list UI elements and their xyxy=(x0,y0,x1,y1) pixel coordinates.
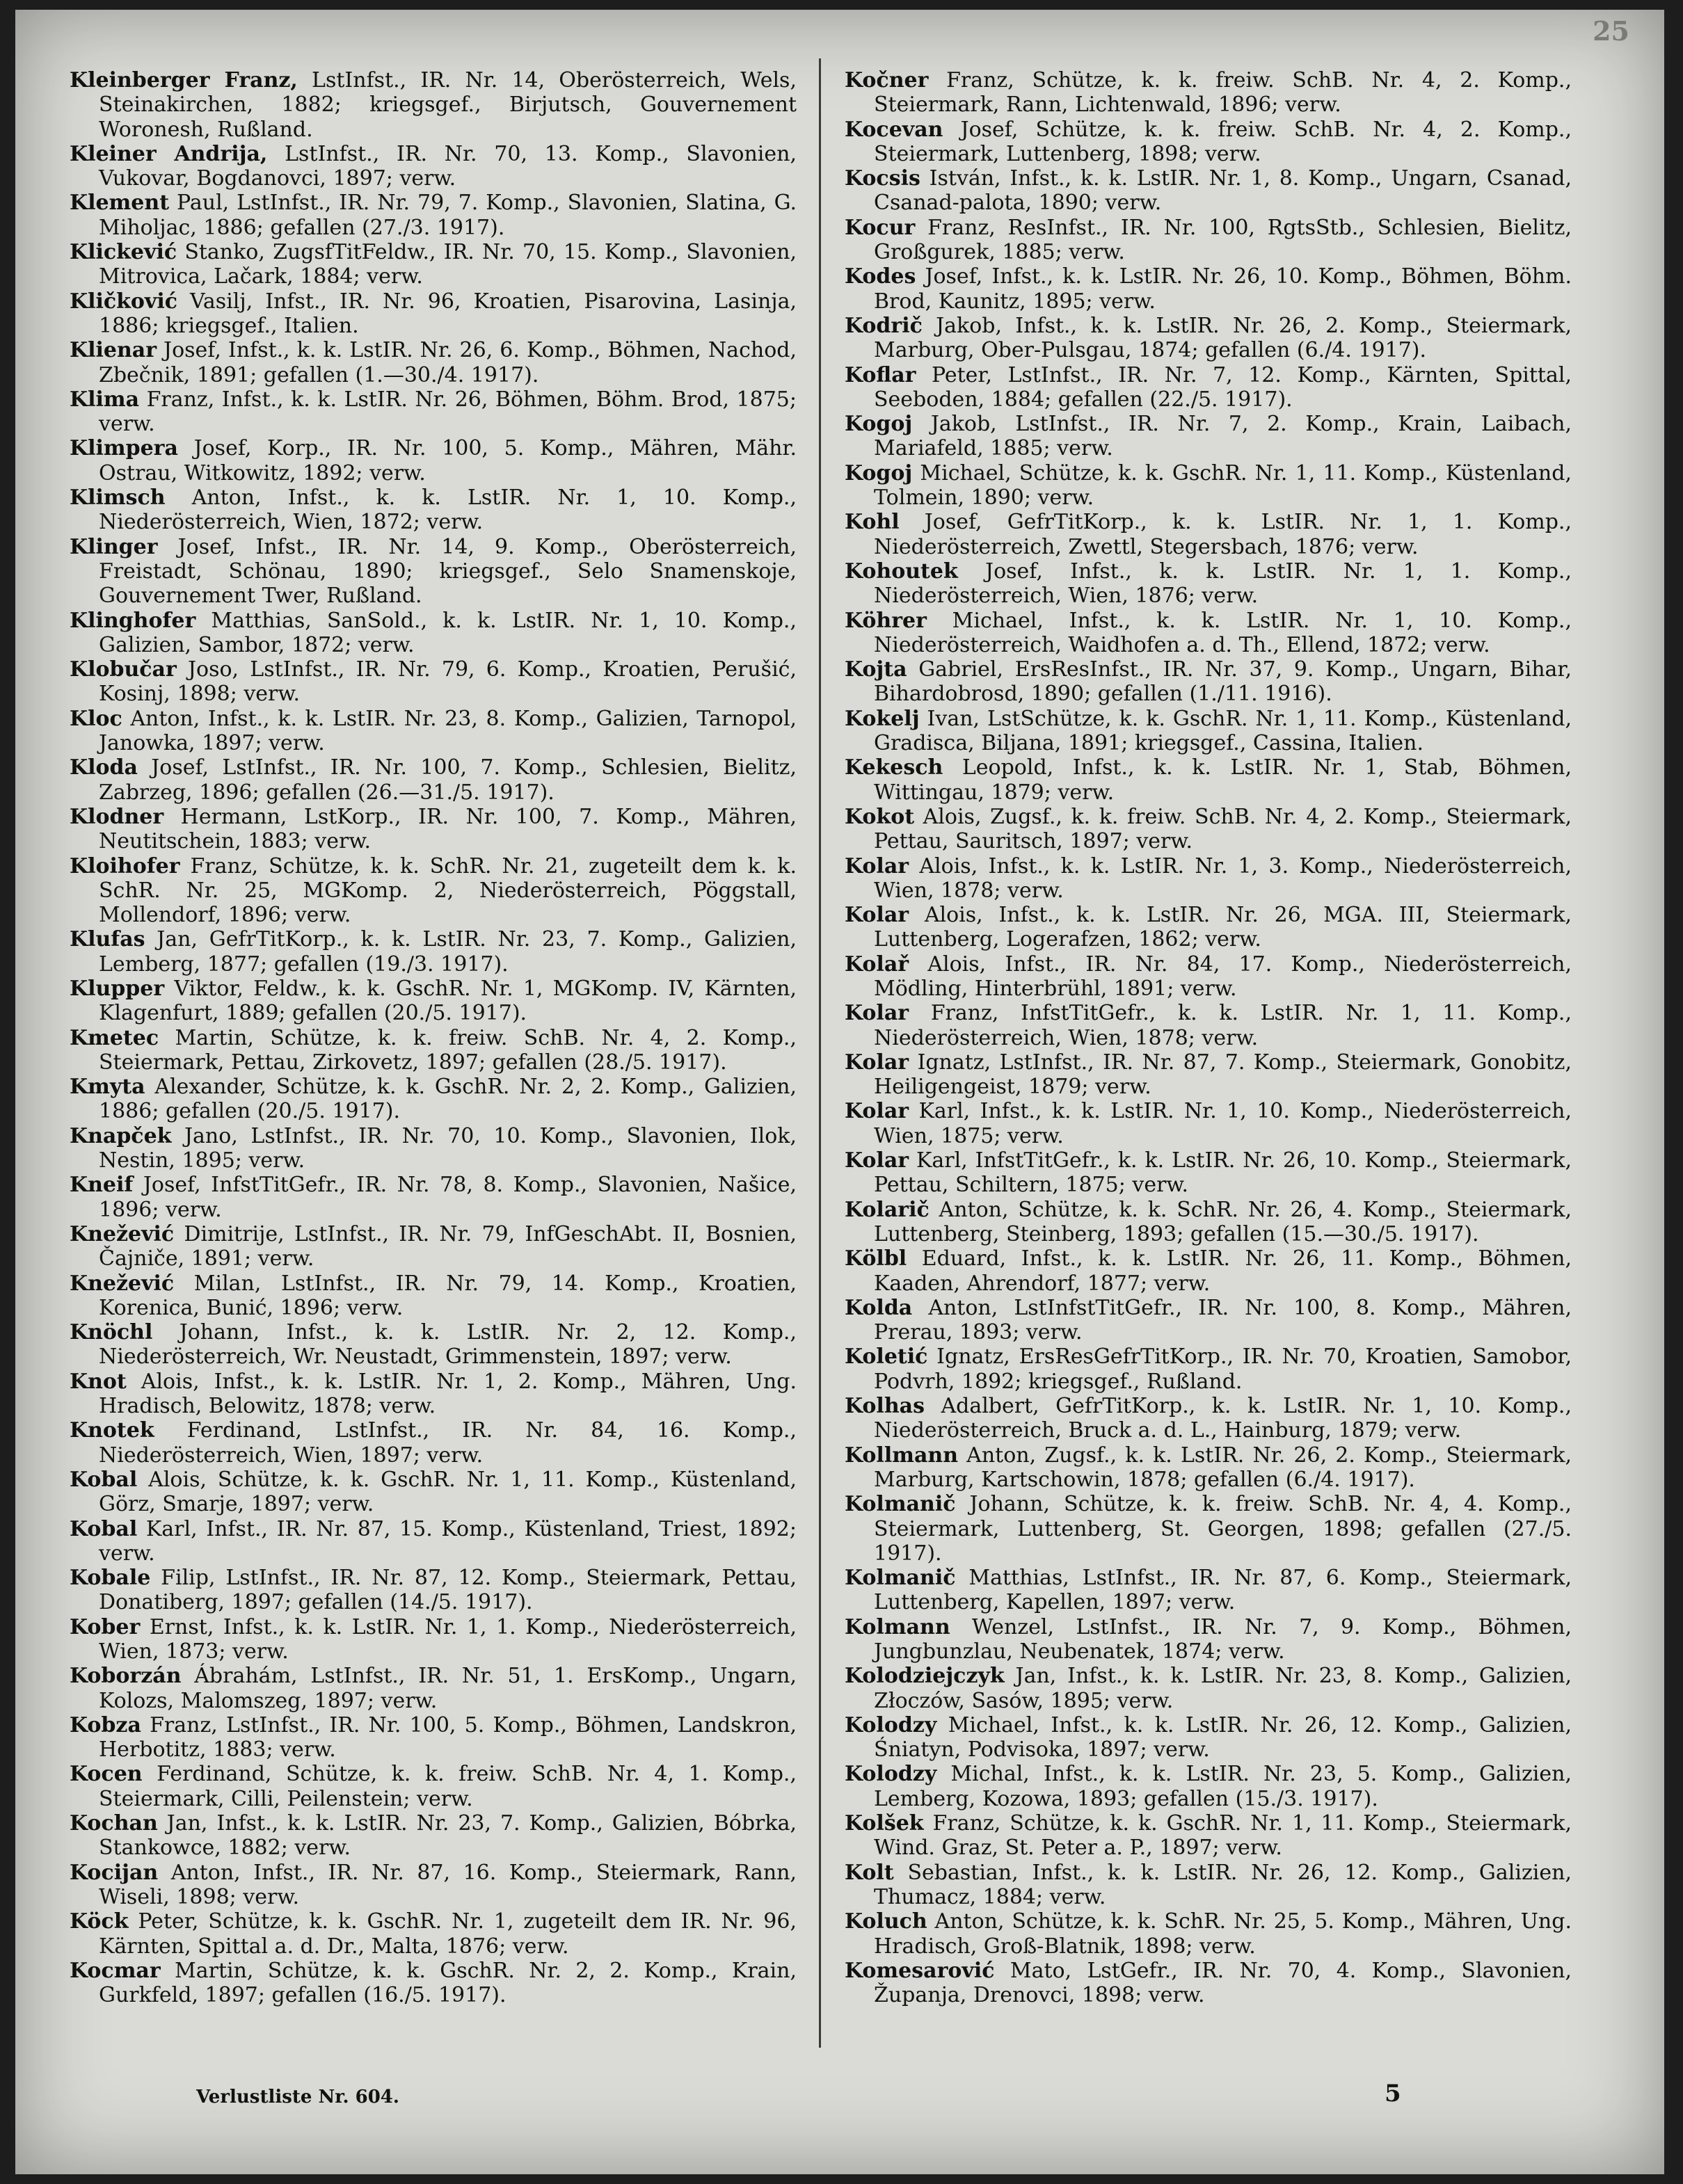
entry-name: Klickević xyxy=(70,240,177,265)
entry-name: Klienar xyxy=(70,338,157,363)
entry-details: Karl, Infst., k. k. LstIR. Nr. 1, 10. Komp., Niederösterreich, Wien, 1875; verw. xyxy=(874,1099,1572,1148)
entry-name: Kekesch xyxy=(845,755,943,780)
entry-details: LstInfst., IR. Nr. 70, 13. Komp., Slavonien, Vukovar, Bogdanovci, 1897; verw. xyxy=(99,141,797,191)
entry-name: Klimpera xyxy=(70,436,178,461)
entry-details: Ernst, Infst., k. k. LstIR. Nr. 1, 1. Komp., Niederösterreich, Wien, 1873; verw. xyxy=(99,1614,797,1664)
entry-details: Alois, Infst., IR. Nr. 84, 17. Komp., Niederösterreich, Mödling, Hinterbrühl, 1891; verw. xyxy=(874,952,1572,1001)
entry-details: Sebastian, Infst., k. k. LstIR. Nr. 26, 12. Komp., Galizien, Thumacz, 1884; verw. xyxy=(874,1860,1572,1909)
casualty-entry xyxy=(70,1664,797,1713)
entry-details: Anton, Infst., k. k. LstIR. Nr. 1, 10. Komp., Niederösterreich, Wien, 1872; verw. xyxy=(99,485,797,535)
entry-name: Knot xyxy=(70,1369,127,1394)
entry-name: Knežević xyxy=(70,1221,175,1246)
casualty-entry xyxy=(70,1026,797,1075)
entry-name: Klufas xyxy=(70,927,145,952)
casualty-entry xyxy=(845,1664,1572,1713)
entry-name: Kojta xyxy=(845,657,907,682)
entry-details: Karl, InfstTitGefr., k. k. LstIR. Nr. 26, 10. Komp., Steiermark, Pettau, Schiltern, 1875; verw. xyxy=(874,1148,1572,1198)
casualty-entry xyxy=(845,510,1572,559)
entry-name: Kobza xyxy=(70,1712,141,1737)
entry-name: Kolar xyxy=(845,1148,909,1173)
entry-details: Paul, LstInfst., IR. Nr. 79, 7. Komp., Slavonien, Slatina, G. Miholjac, 1886; gefallen (27./3. 1917). xyxy=(99,191,797,240)
entry-name: Kobal xyxy=(70,1516,138,1541)
entry-name: Kolt xyxy=(845,1860,894,1885)
entry-name: Koluch xyxy=(845,1909,927,1934)
footer-list-number: Verlustliste Nr. 604. xyxy=(196,2087,399,2107)
casualty-entry xyxy=(70,240,797,289)
entry-details: Michael, Infst., k. k. LstIR. Nr. 26, 12. Komp., Galizien, Śniatyn, Podvisoka, 1897; verw. xyxy=(874,1712,1572,1763)
entry-details: Franz, ResInfst., IR. Nr. 100, RgtsStb., Schlesien, Bielitz, Großgurek, 1885; verw. xyxy=(874,215,1572,265)
casualty-entry xyxy=(70,854,797,928)
entry-name: Kleiner Andrija, xyxy=(70,141,268,166)
entry-name: Kocen xyxy=(70,1762,143,1787)
document-page xyxy=(15,10,1664,2174)
entry-details: Alois, Zugsf., k. k. freiw. SchB. Nr. 4, 2. Komp., Steiermark, Pettau, Sauritsch, 1897; verw. xyxy=(874,804,1572,854)
entry-details: Ivan, LstSchütze, k. k. GschR. Nr. 1, 11. Komp., Küstenland, Gradisca, Biljana, 1891; kriegsgef., Cassina, Italien. xyxy=(874,706,1572,756)
entry-name: Kloihofer xyxy=(70,853,180,878)
casualty-entry xyxy=(70,1222,797,1271)
entry-details: Anton, Schütze, k. k. SchR. Nr. 26, 4. Komp., Steiermark, Luttenberg, Steinberg, 1893; gefallen (15.—30./5. 1917). xyxy=(874,1197,1572,1246)
entry-details: Jakob, Infst., k. k. LstIR. Nr. 26, 2. Komp., Steiermark, Marburg, Ober-Pulsgau, 1874; gefallen (6./4. 1917). xyxy=(874,313,1572,363)
casualty-entry xyxy=(845,755,1572,805)
entry-details: Franz, Schütze, k. k. GschR. Nr. 1, 11. Komp., Steiermark, Wind. Graz, St. Peter a. P., 1897; verw. xyxy=(874,1811,1572,1861)
entry-name: Komesarović xyxy=(845,1958,995,1983)
casualty-entry xyxy=(70,485,797,535)
entry-details: Peter, LstInfst., IR. Nr. 7, 12. Komp., Kärnten, Spittal, Seeboden, 1884; gefallen (22./5. 1917). xyxy=(874,362,1572,412)
casualty-entry xyxy=(845,1296,1572,1345)
casualty-entry xyxy=(845,1394,1572,1443)
entry-details: Jano, LstInfst., IR. Nr. 70, 10. Komp., Slavonien, Ilok, Nestin, 1895; verw. xyxy=(99,1123,797,1173)
entry-details: Josef, InfstTitGefr., IR. Nr. 78, 8. Komp., Slavonien, Našice, 1896; verw. xyxy=(99,1173,797,1222)
casualty-entry xyxy=(845,805,1572,854)
entry-details: Josef, Infst., k. k. LstIR. Nr. 26, 6. Komp., Böhmen, Nachod, Zbečnik, 1891; gefallen (1.—30./4. 1917). xyxy=(99,338,797,387)
entry-name: Klima xyxy=(70,387,140,412)
casualty-entry xyxy=(845,1198,1572,1247)
casualty-entry xyxy=(845,559,1572,609)
entry-details: Jan, Infst., k. k. LstIR. Nr. 23, 8. Komp., Galizien, Złoczów, Sasów, 1895; verw. xyxy=(874,1664,1572,1713)
entry-name: Kollmann xyxy=(845,1443,959,1468)
entry-name: Koflar xyxy=(845,362,916,387)
casualty-entry xyxy=(845,1811,1572,1861)
left-column xyxy=(70,68,797,2007)
entry-details: Hermann, LstKorp., IR. Nr. 100, 7. Komp., Mähren, Neutitschein, 1883; verw. xyxy=(99,804,797,854)
entry-details: Filip, LstInfst., IR. Nr. 87, 12. Komp., Steiermark, Pettau, Donatiberg, 1897; gefallen (14./5. 1917). xyxy=(99,1566,797,1615)
casualty-entry xyxy=(845,1762,1572,1811)
entry-name: Klinghofer xyxy=(70,608,196,633)
entry-details: Anton, LstInfstTitGefr., IR. Nr. 100, 8. Komp., Mähren, Prerau, 1893; verw. xyxy=(874,1295,1572,1345)
entry-name: Kohl xyxy=(845,510,900,535)
casualty-entry xyxy=(70,1075,797,1124)
entry-details: LstInfst., IR. Nr. 14, Oberösterreich, Wels, Steinakirchen, 1882; kriegsgef., Birjutsch, Gouvernement Woronesh, Rußland. xyxy=(99,68,797,142)
casualty-entry xyxy=(845,1713,1572,1763)
casualty-entry xyxy=(70,387,797,437)
entry-details: Adalbert, GefrTitKorp., k. k. LstIR. Nr. 1, 10. Komp., Niederösterreich, Bruck a. d. L., Hainburg, 1879; verw. xyxy=(874,1394,1572,1443)
entry-name: Kohoutek xyxy=(845,559,958,584)
entry-details: Karl, Infst., IR. Nr. 87, 15. Komp., Küstenland, Triest, 1892; verw. xyxy=(99,1516,797,1566)
entry-details: Josef, Infst., k. k. LstIR. Nr. 1, 1. Komp., Niederösterreich, Wien, 1876; verw. xyxy=(874,559,1572,609)
casualty-entry xyxy=(70,657,797,707)
column-divider xyxy=(819,58,821,2048)
entry-details: Dimitrije, LstInfst., IR. Nr. 79, InfGeschAbt. II, Bosnien, Čajniče, 1891; verw. xyxy=(99,1221,797,1271)
entry-name: Knöchl xyxy=(70,1320,153,1345)
entry-details: Anton, Infst., IR. Nr. 87, 16. Komp., Steiermark, Rann, Wiseli, 1898; verw. xyxy=(99,1860,797,1909)
entry-name: Klodner xyxy=(70,804,164,829)
casualty-entry xyxy=(70,142,797,191)
entry-name: Kocevan xyxy=(845,117,943,142)
right-column xyxy=(845,68,1572,2007)
casualty-entry xyxy=(845,657,1572,707)
casualty-entry xyxy=(70,977,797,1026)
casualty-entry xyxy=(845,166,1572,216)
entry-name: Kochan xyxy=(70,1811,158,1836)
entry-details: Peter, Schütze, k. k. GschR. Nr. 1, zugeteilt dem IR. Nr. 96, Kärnten, Spittal a. d. Dr., Malta, 1876; verw. xyxy=(99,1909,797,1959)
casualty-entry xyxy=(845,264,1572,314)
entry-details: Alois, Infst., k. k. LstIR. Nr. 26, MGA. III, Steiermark, Luttenberg, Logerafzen, 1862; verw. xyxy=(874,903,1572,952)
entry-name: Kolar xyxy=(845,1099,909,1124)
entry-name: Klinger xyxy=(70,534,158,559)
entry-details: Josef, LstInfst., IR. Nr. 100, 7. Komp., Schlesien, Bielitz, Zabrzeg, 1896; gefallen (26.—31./5. 1917). xyxy=(99,755,797,805)
entry-details: Franz, InfstTitGefr., k. k. LstIR. Nr. 1, 11. Komp., Niederösterreich, Wien, 1878; verw. xyxy=(874,1001,1572,1050)
entry-details: Michal, Infst., k. k. LstIR. Nr. 23, 5. Komp., Galizien, Lemberg, Kozowa, 1893; gefallen (15./3. 1917). xyxy=(874,1762,1572,1811)
entry-name: Kolmann xyxy=(845,1614,950,1639)
entry-name: Kloda xyxy=(70,755,138,780)
entry-details: Stanko, ZugsfTitFeldw., IR. Nr. 70, 15. Komp., Slavonien, Mitrovica, Lačark, 1884; verw. xyxy=(99,240,797,289)
entry-details: Ferdinand, LstInfst., IR. Nr. 84, 16. Komp., Niederösterreich, Wien, 1897; verw. xyxy=(99,1418,797,1468)
casualty-entry xyxy=(70,1173,797,1222)
casualty-entry xyxy=(70,927,797,977)
entry-name: Kocur xyxy=(845,215,916,240)
entry-name: Kober xyxy=(70,1614,141,1639)
entry-name: Kolodzy xyxy=(845,1712,937,1737)
entry-name: Köck xyxy=(70,1909,129,1934)
casualty-entry xyxy=(70,1615,797,1664)
entry-name: Kokot xyxy=(845,804,915,829)
entry-details: Jan, GefrTitKorp., k. k. LstIR. Nr. 23, 7. Komp., Galizien, Lemberg, 1877; gefallen (19./3. 1917). xyxy=(99,927,797,977)
entry-details: Mato, LstGefr., IR. Nr. 70, 4. Komp., Slavonien, Županja, Drenovci, 1898; verw. xyxy=(874,1958,1572,2008)
entry-name: Kolar xyxy=(845,903,909,928)
entry-details: Matthias, SanSold., k. k. LstIR. Nr. 1, 10. Komp., Galizien, Sambor, 1872; verw. xyxy=(99,608,797,657)
entry-name: Kolař xyxy=(845,952,909,977)
entry-details: Alois, Infst., k. k. LstIR. Nr. 1, 3. Komp., Niederösterreich, Wien, 1878; verw. xyxy=(874,853,1572,903)
page-number: 25 xyxy=(1593,15,1629,47)
entry-details: Franz, Infst., k. k. LstIR. Nr. 26, Böhmen, Böhm. Brod, 1875; verw. xyxy=(99,387,797,437)
entry-name: Kmetec xyxy=(70,1025,159,1050)
entry-name: Kokelj xyxy=(845,706,920,731)
entry-name: Klobučar xyxy=(70,657,177,682)
entry-name: Knotek xyxy=(70,1418,154,1443)
entry-details: Ábrahám, LstInfst., IR. Nr. 51, 1. ErsKomp., Ungarn, Kolozs, Malomszeg, 1897; verw. xyxy=(99,1664,797,1713)
entry-details: Franz, Schütze, k. k. SchR. Nr. 21, zugeteilt dem k. k. SchR. Nr. 25, MGKomp. 2, Niederösterreich, Pöggstall, Mollendorf, 1896; verw. xyxy=(99,853,797,928)
casualty-entry xyxy=(845,1344,1572,1394)
entry-name: Kocijan xyxy=(70,1860,159,1885)
entry-details: Josef, Schütze, k. k. freiw. SchB. Nr. 4, 2. Komp., Steiermark, Luttenberg, 1898; verw. xyxy=(874,117,1572,166)
casualty-entry xyxy=(70,191,797,240)
entry-details: Josef, Infst., IR. Nr. 14, 9. Komp., Oberösterreich, Freistadt, Schönau, 1890; kriegsgef., Selo Snamenskoje, Gouvernement Twer, Rußland. xyxy=(99,534,797,609)
entry-name: Knapček xyxy=(70,1123,172,1148)
entry-name: Kolodzy xyxy=(845,1762,937,1787)
casualty-entry xyxy=(845,609,1572,658)
entry-details: Martin, Schütze, k. k. freiw. SchB. Nr. 4, 2. Komp., Steiermark, Pettau, Zirkovetz, 1897; gefallen (28./5. 1917). xyxy=(99,1025,797,1075)
casualty-entry xyxy=(70,68,797,142)
entry-name: Kolar xyxy=(845,1050,909,1075)
casualty-entry xyxy=(845,854,1572,904)
entry-details: Alois, Infst., k. k. LstIR. Nr. 1, 2. Komp., Mähren, Ung. Hradisch, Belowitz, 1878; verw. xyxy=(99,1369,797,1419)
entry-name: Kodrič xyxy=(845,313,923,338)
entry-name: Klupper xyxy=(70,976,165,1001)
entry-name: Kmyta xyxy=(70,1075,145,1100)
entry-details: Alois, Schütze, k. k. GschR. Nr. 1, 11. Komp., Küstenland, Görz, Smarje, 1897; verw. xyxy=(99,1467,797,1517)
casualty-entry xyxy=(845,1443,1572,1493)
casualty-entry xyxy=(70,436,797,485)
entry-name: Kočner xyxy=(845,68,929,93)
casualty-entry xyxy=(845,216,1572,265)
casualty-entry xyxy=(845,68,1572,118)
entry-name: Kolšek xyxy=(845,1811,924,1836)
entry-details: Ignatz, LstInfst., IR. Nr. 87, 7. Komp., Steiermark, Gonobitz, Heiligengeist, 1879; verw. xyxy=(874,1050,1572,1100)
casualty-entry xyxy=(70,338,797,387)
entry-name: Kolmanič xyxy=(845,1492,956,1517)
casualty-entry xyxy=(70,1909,797,1959)
casualty-entry xyxy=(845,1909,1572,1959)
casualty-entry xyxy=(845,1615,1572,1664)
casualty-entry xyxy=(70,1320,797,1370)
entry-details: Viktor, Feldw., k. k. GschR. Nr. 1, MGKomp. IV, Kärnten, Klagenfurt, 1889; gefallen (20./5. 1917). xyxy=(99,976,797,1026)
entry-details: Milan, LstInfst., IR. Nr. 79, 14. Komp., Kroatien, Korenica, Bunić, 1896; verw. xyxy=(99,1271,797,1320)
entry-details: Alexander, Schütze, k. k. GschR. Nr. 2, 2. Komp., Galizien, 1886; gefallen (20./5. 1917). xyxy=(99,1075,797,1124)
casualty-entry xyxy=(845,363,1572,412)
casualty-entry xyxy=(845,1246,1572,1296)
entry-name: Koborzán xyxy=(70,1664,182,1689)
casualty-entry xyxy=(845,952,1572,1002)
casualty-entry xyxy=(70,1468,797,1517)
entry-name: Klement xyxy=(70,191,170,216)
footer-signature-mark: 5 xyxy=(1385,2080,1401,2107)
casualty-entry xyxy=(845,1001,1572,1050)
entry-name: Kobale xyxy=(70,1566,151,1591)
entry-name: Kodes xyxy=(845,264,916,289)
entry-details: Joso, LstInfst., IR. Nr. 79, 6. Komp., Kroatien, Perušić, Kosinj, 1898; verw. xyxy=(99,657,797,707)
casualty-entry xyxy=(845,412,1572,461)
casualty-entry xyxy=(845,1099,1572,1148)
casualty-entry xyxy=(845,1148,1572,1198)
casualty-entry xyxy=(70,1811,797,1861)
casualty-entry xyxy=(845,707,1572,756)
entry-details: István, Infst., k. k. LstIR. Nr. 1, 8. Komp., Ungarn, Csanad, Csanad-palota, 1890; verw. xyxy=(874,166,1572,216)
entry-details: Jakob, LstInfst., IR. Nr. 7, 2. Komp., Krain, Laibach, Mariafeld, 1885; verw. xyxy=(874,412,1572,461)
casualty-entry xyxy=(70,1271,797,1321)
casualty-entry xyxy=(845,461,1572,511)
casualty-entry xyxy=(845,1050,1572,1100)
entry-details: Gabriel, ErsResInfst., IR. Nr. 37, 9. Komp., Ungarn, Bihar, Bihardobrosd, 1890; gefallen (1./11. 1916). xyxy=(874,657,1572,707)
entry-details: Franz, LstInfst., IR. Nr. 100, 5. Komp., Böhmen, Landskron, Herbotitz, 1883; verw. xyxy=(99,1712,797,1763)
casualty-entry xyxy=(70,1124,797,1173)
entry-name: Kloc xyxy=(70,706,122,731)
casualty-entry xyxy=(845,118,1572,167)
entry-details: Leopold, Infst., k. k. LstIR. Nr. 1, Stab, Böhmen, Wittingau, 1879; verw. xyxy=(874,755,1572,805)
entry-name: Knežević xyxy=(70,1271,175,1296)
entry-name: Kolmanič xyxy=(845,1566,956,1591)
entry-name: Kolodziejczyk xyxy=(845,1664,1005,1689)
entry-name: Kneif xyxy=(70,1173,134,1198)
entry-details: Michael, Infst., k. k. LstIR. Nr. 1, 10. Komp., Niederösterreich, Waidhofen a. d. Th., Ellend, 1872; verw. xyxy=(874,608,1572,657)
entry-name: Kolar xyxy=(845,853,909,878)
entry-details: Franz, Schütze, k. k. freiw. SchB. Nr. 4, 2. Komp., Steiermark, Rann, Lichtenwald, 1896; verw. xyxy=(874,68,1572,118)
casualty-entry xyxy=(70,289,797,339)
entry-details: Martin, Schütze, k. k. GschR. Nr. 2, 2. Komp., Krain, Gurkfeld, 1897; gefallen (16./5. 1917). xyxy=(99,1958,797,2008)
entry-details: Johann, Schütze, k. k. freiw. SchB. Nr. 4, 4. Komp., Steiermark, Luttenberg, St. Georgen, 1898; gefallen (27./5. 1917). xyxy=(874,1492,1572,1566)
entry-details: Michael, Schütze, k. k. GschR. Nr. 1, 11. Komp., Küstenland, Tolmein, 1890; verw. xyxy=(874,460,1572,511)
entry-details: Ferdinand, Schütze, k. k. freiw. SchB. Nr. 4, 1. Komp., Steiermark, Cilli, Peilenstein; verw. xyxy=(99,1762,797,1811)
casualty-entry xyxy=(845,903,1572,952)
casualty-entry xyxy=(70,1762,797,1811)
entry-name: Kogoj xyxy=(845,460,913,485)
entry-details: Josef, GefrTitKorp., k. k. LstIR. Nr. 1, 1. Komp., Niederösterreich, Zwettl, Stegersbach, 1876; verw. xyxy=(874,510,1572,559)
casualty-entry xyxy=(845,1959,1572,2008)
casualty-entry xyxy=(845,1861,1572,1910)
entry-name: Kolar xyxy=(845,1001,909,1026)
casualty-entry xyxy=(70,707,797,756)
entry-name: Kleinberger Franz, xyxy=(70,68,298,93)
entry-name: Kobal xyxy=(70,1467,138,1492)
entry-name: Klimsch xyxy=(70,485,166,511)
casualty-entry xyxy=(70,1370,797,1419)
entry-name: Kocsis xyxy=(845,166,920,191)
entry-details: Josef, Infst., k. k. LstIR. Nr. 26, 10. Komp., Böhmen, Böhm. Brod, Kaunitz, 1895; verw. xyxy=(874,264,1572,314)
entry-details: Matthias, LstInfst., IR. Nr. 87, 6. Komp., Steiermark, Luttenberg, Kapellen, 1897; verw. xyxy=(874,1566,1572,1615)
entry-details: Johann, Infst., k. k. LstIR. Nr. 2, 12. Komp., Niederösterreich, Wr. Neustadt, Grimmenstein, 1897; verw. xyxy=(99,1320,797,1370)
casualty-entry xyxy=(70,1713,797,1763)
entry-details: Ignatz, ErsResGefrTitKorp., IR. Nr. 70, Kroatien, Samobor, Podvrh, 1892; kriegsgef., Rußland. xyxy=(874,1344,1572,1394)
casualty-entry xyxy=(845,1492,1572,1566)
entry-details: Anton, Infst., k. k. LstIR. Nr. 23, 8. Komp., Galizien, Tarnopol, Janowka, 1897; verw. xyxy=(99,706,797,756)
entry-details: Josef, Korp., IR. Nr. 100, 5. Komp., Mähren, Mähr. Ostrau, Witkowitz, 1892; verw. xyxy=(99,436,797,485)
casualty-entry xyxy=(845,314,1572,363)
casualty-entry xyxy=(70,609,797,658)
entry-name: Kocmar xyxy=(70,1958,161,1983)
casualty-entry xyxy=(70,1566,797,1615)
entry-name: Köhrer xyxy=(845,608,927,633)
casualty-entry xyxy=(845,1566,1572,1615)
casualty-entry xyxy=(70,1517,797,1566)
entry-name: Kölbl xyxy=(845,1246,907,1271)
casualty-entry xyxy=(70,1959,797,2008)
entry-details: Anton, Zugsf., k. k. LstIR. Nr. 26, 2. Komp., Steiermark, Marburg, Kartschowin, 1878; gefallen (6./4. 1917). xyxy=(874,1443,1572,1492)
casualty-entry xyxy=(70,1418,797,1468)
entry-details: Vasilj, Infst., IR. Nr. 96, Kroatien, Pisarovina, Lasinja, 1886; kriegsgef., Italien. xyxy=(99,289,797,338)
casualty-entry xyxy=(70,805,797,854)
casualty-entry xyxy=(70,1861,797,1910)
entry-name: Kogoj xyxy=(845,412,913,437)
entry-name: Kolarič xyxy=(845,1197,930,1222)
casualty-entry xyxy=(70,755,797,805)
entry-details: Jan, Infst., k. k. LstIR. Nr. 23, 7. Komp., Galizien, Bóbrka, Stankowce, 1882; verw. xyxy=(99,1811,797,1861)
entry-name: Kolda xyxy=(845,1295,913,1320)
entry-details: Eduard, Infst., k. k. LstIR. Nr. 26, 11. Komp., Böhmen, Kaaden, Ahrendorf, 1877; verw. xyxy=(874,1246,1572,1296)
entry-name: Koletić xyxy=(845,1344,928,1370)
entry-name: Kolhas xyxy=(845,1394,925,1419)
casualty-entry xyxy=(70,535,797,609)
entry-details: Anton, Schütze, k. k. SchR. Nr. 25, 5. Komp., Mähren, Ung. Hradisch, Groß-Blatnik, 1898; verw. xyxy=(874,1909,1572,1959)
entry-details: Wenzel, LstInfst., IR. Nr. 7, 9. Komp., Böhmen, Jungbunzlau, Neubenatek, 1874; verw. xyxy=(874,1614,1572,1664)
entry-name: Kličković xyxy=(70,289,178,314)
